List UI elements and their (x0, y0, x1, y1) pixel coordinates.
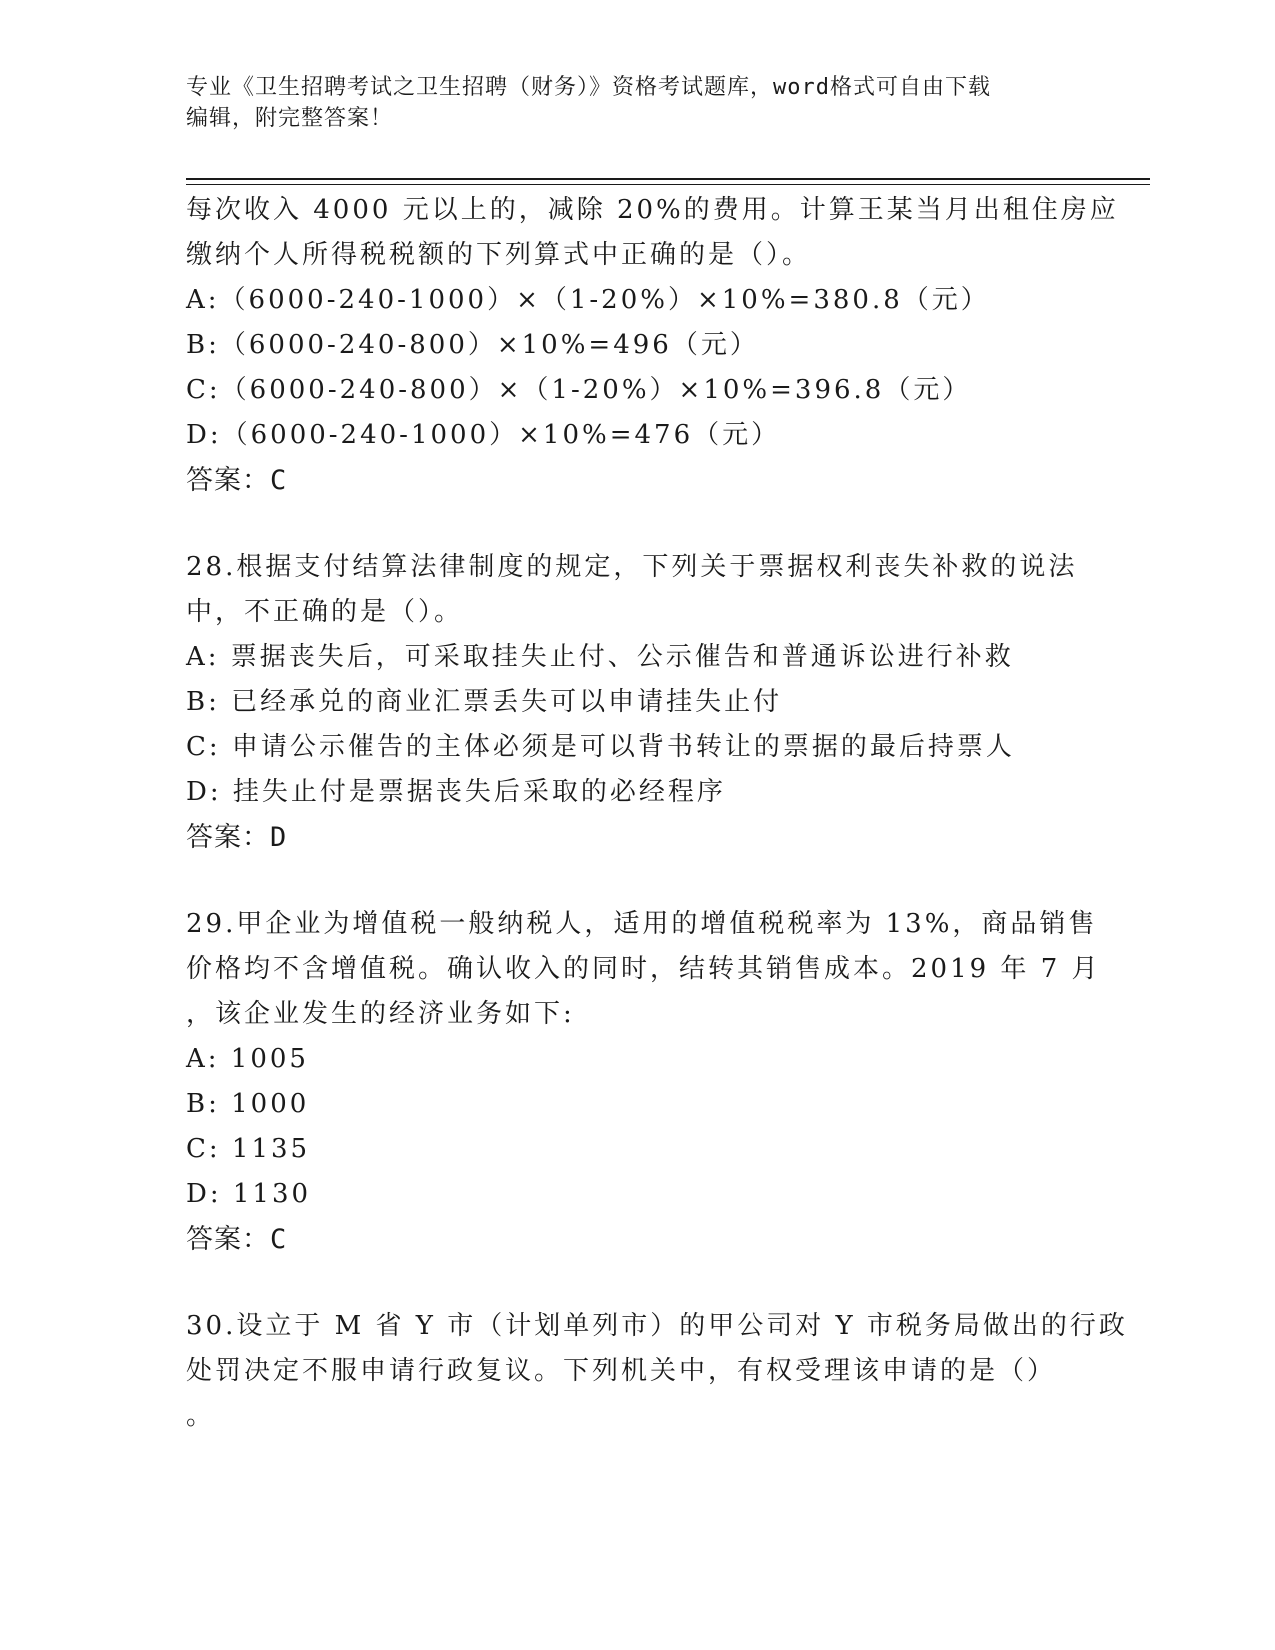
option-d: D: 1130 (186, 1179, 312, 1209)
question-stem: 30.设立于 M 省 Y 市（计划单列市）的甲公司对 Y 市税务局做出的行政 (186, 1311, 1128, 1341)
answer-label: 答案：D (186, 822, 288, 853)
option-c: C: 申请公示催告的主体必须是可以背书转让的票据的最后持票人 (186, 732, 1015, 762)
option-a: A: 1005 (186, 1044, 309, 1074)
option-a: A:（6000-240-1000）×（1-20%）×10%=380.8（元） (186, 285, 990, 315)
question-29 (186, 902, 1101, 1263)
header-line-2: 编辑，附完整答案！ (186, 106, 394, 131)
question-27 (186, 188, 1119, 504)
option-d: D:（6000-240-1000）×10%=476（元） (186, 420, 781, 450)
answer-label: 答案：C (186, 465, 288, 496)
question-stem: ，该企业发生的经济业务如下: (186, 999, 575, 1029)
question-stem: 处罚决定不服申请行政复议。下列机关中，有权受理该申请的是（） (186, 1356, 1057, 1386)
question-stem: 中，不正确的是（）。 (186, 597, 464, 627)
answer-label: 答案：C (186, 1224, 288, 1255)
header-divider (186, 178, 1150, 180)
option-d: D: 挂失止付是票据丧失后采取的必经程序 (186, 777, 726, 807)
question-stem: 价格均不含增值税。确认收入的同时，结转其销售成本。2019 年 7 月 (186, 954, 1101, 984)
header-line-1: 专业《卫生招聘考试之卫生招聘（财务）》资格考试题库，word格式可自由下载 (186, 75, 991, 100)
question-stem: 每次收入 4000 元以上的，减除 20%的费用。计算王某当月出租住房应 (186, 195, 1119, 225)
spacer (186, 504, 1086, 545)
option-c: C:（6000-240-800）×（1-20%）×10%=396.8（元） (186, 375, 972, 405)
option-c: C: 1135 (186, 1134, 311, 1164)
header-divider-thin (186, 184, 1150, 185)
option-b: B: 已经承兑的商业汇票丢失可以申请挂失止付 (186, 687, 783, 717)
spacer (186, 1263, 1086, 1304)
spacer (186, 861, 1086, 902)
question-stem: 。 (186, 1401, 216, 1431)
question-30 (186, 1304, 1128, 1439)
question-stem: 28.根据支付结算法律制度的规定，下列关于票据权利丧失补救的说法 (186, 552, 1078, 582)
question-list (186, 188, 1128, 1439)
option-b: B:（6000-240-800）×10%=496（元） (186, 330, 759, 360)
option-a: A: 票据丧失后，可采取挂失止付、公示催告和普通诉讼进行补救 (186, 642, 1014, 672)
question-stem: 缴纳个人所得税税额的下列算式中正确的是（）。 (186, 240, 812, 270)
document-header (186, 72, 1086, 134)
question-stem: 29.甲企业为增值税一般纳税人，适用的增值税税率为 13%，商品销售 (186, 909, 1098, 939)
question-28 (186, 545, 1086, 861)
option-b: B: 1000 (186, 1089, 310, 1119)
